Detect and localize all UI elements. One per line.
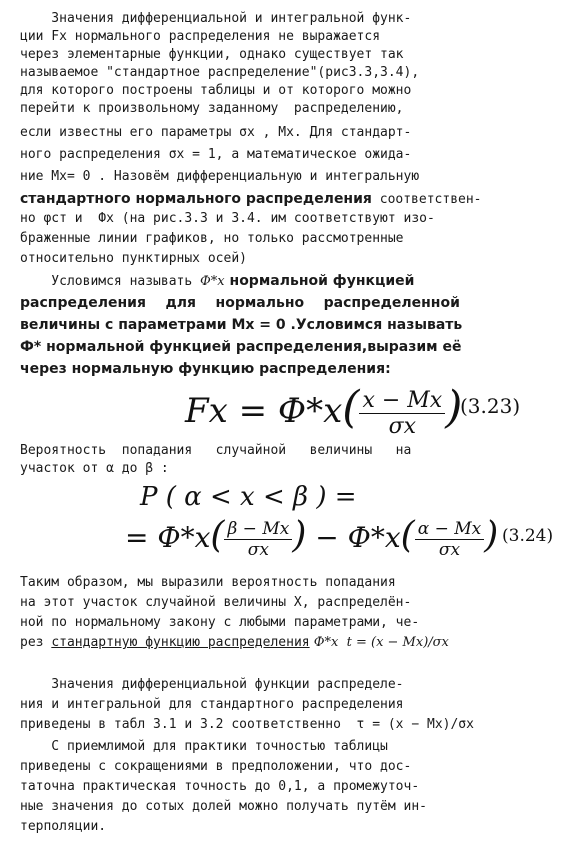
fraction-denominator: σx bbox=[388, 413, 417, 439]
text-line: участок от α до β : bbox=[20, 461, 169, 476]
text-line: приведены в табл 3.1 и 3.2 соответственно τ = (x − Mx)/σx bbox=[20, 717, 474, 732]
formula-minus: − Ф*x bbox=[306, 521, 401, 554]
fraction-numerator: β − Mx bbox=[224, 519, 292, 540]
text-line: называемое "стандартное распределение"(рис3.3,3.4), bbox=[20, 65, 420, 80]
text-line: ной по нормальному закону с любыми параметрами, че- bbox=[20, 615, 420, 630]
formula-3-24: = Ф*x( $\frac{\beta - Mx}{\sigma x}$ ) − Ф*x( $\frac{\alpha - Mx}{\sigma x}$ ) bbox=[125, 515, 499, 560]
bold-term: нормальной функцией bbox=[224, 273, 415, 289]
formula-3-24-line1: P ( α < x < β ) = bbox=[140, 482, 357, 512]
text-line bbox=[20, 272, 555, 291]
fraction-denominator: σx bbox=[438, 540, 461, 560]
text-line: С приемлимой для практики точностью таблицы bbox=[20, 739, 388, 754]
text-line: таточна практическая точность до 0,1, а промежуточ- bbox=[20, 779, 420, 794]
text-line: но φст и Фx (на рис.3.3 и 3.4. им соответствуют изо- bbox=[20, 211, 435, 226]
text-line: через элементарные функции, однако существует так bbox=[20, 47, 404, 62]
formula-lhs: Fx = Ф*x bbox=[185, 391, 343, 431]
text-line: Таким образом, мы выразили вероятность попадания bbox=[20, 575, 396, 590]
fraction-numerator: x − Mx bbox=[359, 388, 445, 414]
text-line: ния и интегральной для стандартного распределения bbox=[20, 697, 404, 712]
formula-fraction bbox=[415, 519, 485, 560]
phi-symbol: Ф*x bbox=[200, 274, 225, 289]
formula-3-23: Fx = Ф*x( $\frac{x - Mx}{\sigma x}$ ) bbox=[185, 382, 463, 439]
text-line: если известны его параметры σx , Mx. Для стандарт- bbox=[20, 125, 412, 140]
text-line bbox=[20, 190, 555, 209]
text-line: приведены с сокращениями в предположении, что дос- bbox=[20, 759, 412, 774]
underlined-term: стандартную функцию распределения bbox=[51, 635, 310, 650]
text-line: ции Fx нормального распределения не выражается bbox=[20, 29, 381, 44]
formula-fraction bbox=[224, 519, 292, 560]
formula-prefix: = Ф*x bbox=[125, 521, 211, 554]
formula-fraction bbox=[359, 388, 445, 439]
bold-line: Ф* нормальной функцией распределения,выразим её bbox=[20, 339, 462, 355]
formula-inline: Ф*x t = (x − Mx)/σx bbox=[309, 635, 449, 650]
equation-number: (3.24) bbox=[502, 526, 554, 546]
text-line: ные значения до сотых долей можно получать путём ин- bbox=[20, 799, 427, 814]
fraction-denominator: σx bbox=[247, 540, 269, 560]
text-line: относительно пунктирных осей) bbox=[20, 251, 247, 266]
text-line: ного распределения σx = 1, а математическое ожида- bbox=[20, 147, 412, 162]
text-line: Значения дифференциальной функции распределе- bbox=[20, 677, 404, 692]
equation-number: (3.23) bbox=[460, 394, 521, 418]
text-line: терполяции. bbox=[20, 819, 107, 834]
bold-line: распределения для нормально распределенной bbox=[20, 295, 460, 311]
bold-term: стандартного нормального распределения bbox=[20, 191, 372, 207]
fraction-numerator: α − Mx bbox=[415, 519, 485, 540]
text-line: для которого построены таблицы и от которого можно bbox=[20, 83, 412, 98]
text-line bbox=[20, 634, 555, 652]
text-line: перейти к произвольному заданному распределению, bbox=[20, 101, 404, 116]
text-line: Вероятность попадания случайной величины на bbox=[20, 443, 412, 458]
text-line: на этот участок случайной величины X, распределён- bbox=[20, 595, 412, 610]
bold-line: величины с параметрами Mx = 0 .Условимся называть bbox=[20, 317, 463, 333]
text-line: браженные линии графиков, но только рассмотренные bbox=[20, 231, 404, 246]
text-segment: рез bbox=[20, 635, 52, 650]
bold-line: через нормальную функцию распределения: bbox=[20, 361, 391, 377]
text-line: Значения дифференциальной и интегральной функ- bbox=[20, 11, 412, 26]
text-line: ние Mx= 0 . Назовём дифференциальную и интегральную bbox=[20, 169, 420, 184]
text-segment: соответствен- bbox=[371, 192, 482, 207]
text-segment: Условимся называть bbox=[20, 274, 201, 289]
